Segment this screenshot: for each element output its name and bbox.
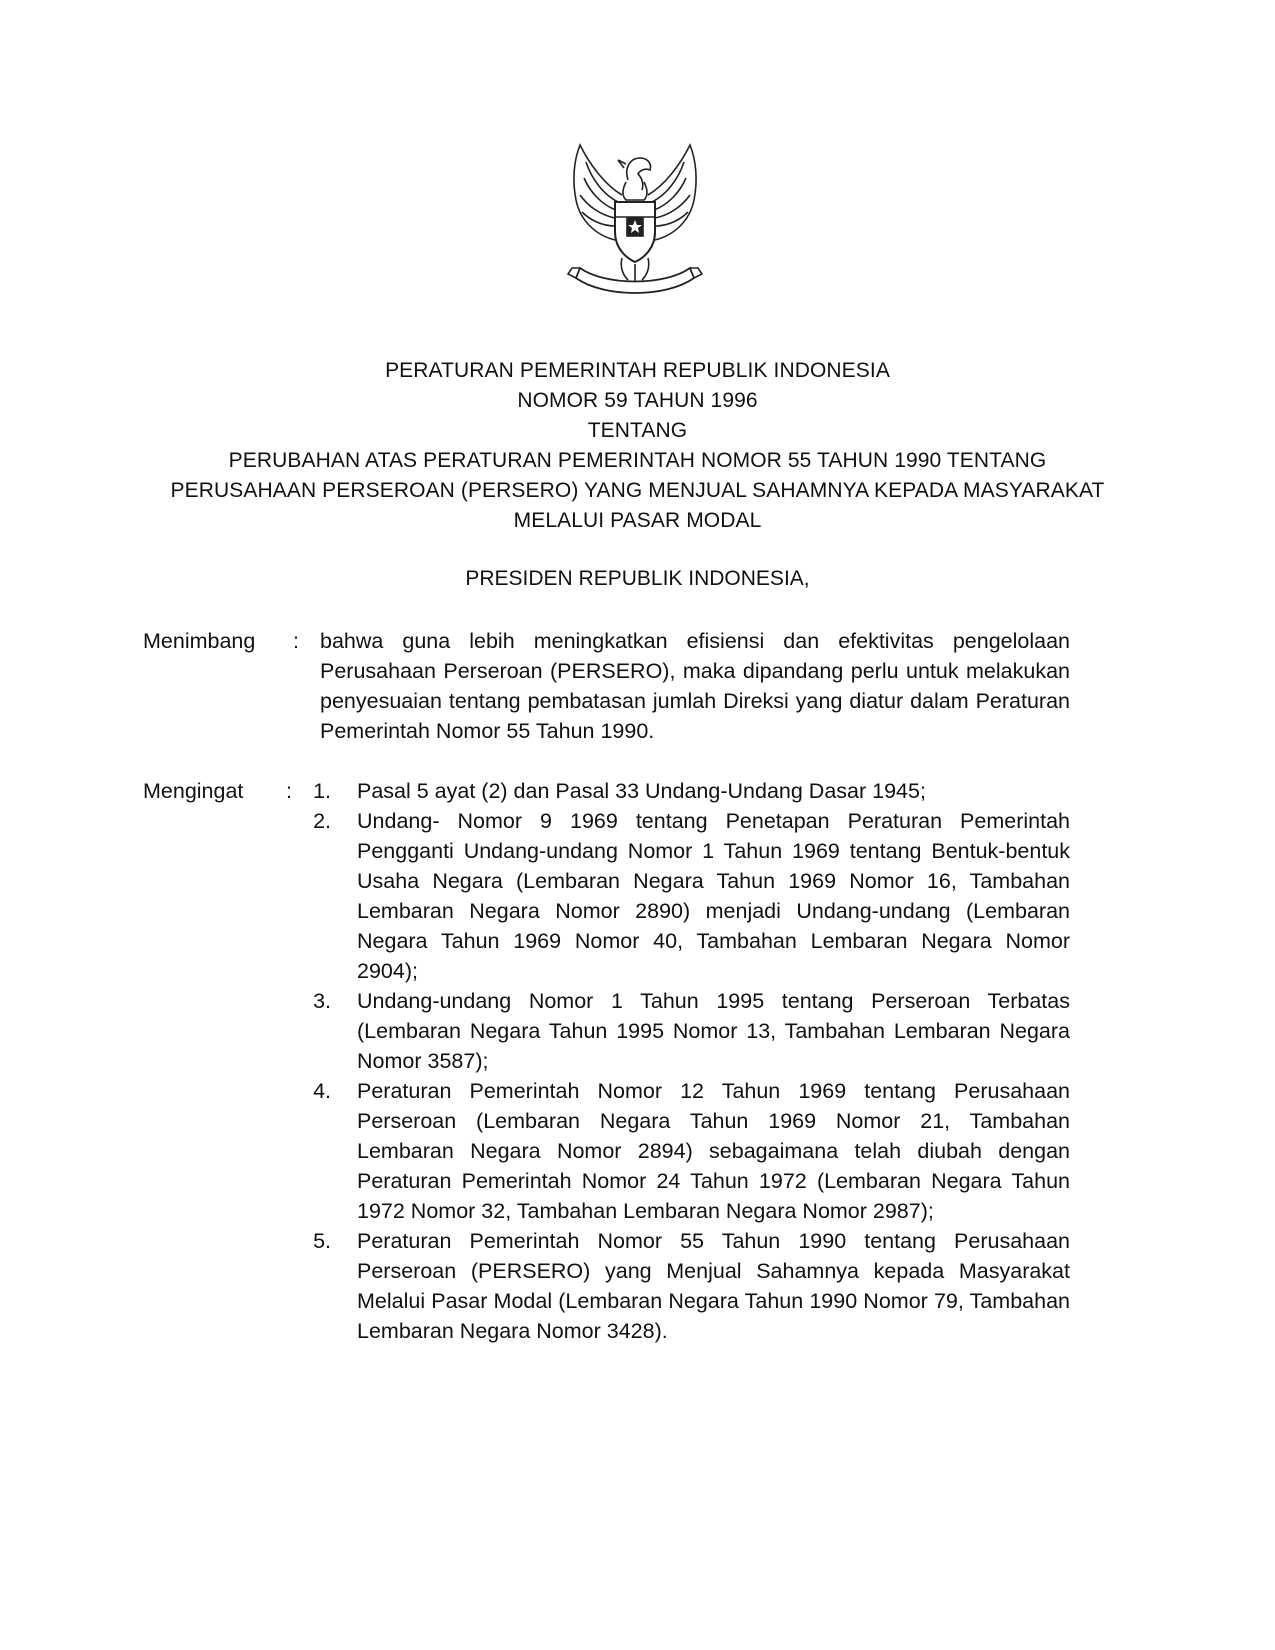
president-heading: PRESIDEN REPUBLIK INDONESIA,: [465, 567, 810, 590]
title-line: NOMOR 59 TAHUN 1996: [517, 389, 758, 412]
title-line: PERUBAHAN ATAS PERATURAN PEMERINTAH NOMOR 55 TAHUN 1990 TENTANG: [228, 449, 1047, 472]
list-item: Undang- Nomor 9 1969 tentang Penetapan Peraturan Pemerintah Pengganti Undang-undang Nomor 1 Tahun 1969 tentang Bentuk-bentuk Usaha Negara (Lembaran Negara Tahun 1969 Nomor 16, Tambahan Lembaran Negara Nomor 2890) menjadi Undang-undang (Lembaran Negara Tahun 1969 Nomor 40, Tambahan Lembaran Negara Nomor 2904);: [357, 809, 1070, 983]
list-item-number: 3.: [313, 989, 331, 1013]
list-item: Peraturan Pemerintah Nomor 12 Tahun 1969 tentang Perusahaan Perseroan (Lembaran Negara Tahun 1969 Nomor 21, Tambahan Lembaran Negara Nomor 2894) sebagaimana telah diubah dengan Peraturan Pemerintah Nomor 24 Tahun 1972 (Lembaran Negara Tahun 1972 Nomor 32, Tambahan Lembaran Negara Nomor 2987);: [357, 1079, 1070, 1223]
garuda-emblem-icon: [560, 140, 710, 305]
document-title-block: [100, 356, 1175, 536]
list-item-number: 1.: [313, 779, 331, 803]
title-line: PERATURAN PEMERINTAH REPUBLIK INDONESIA: [385, 359, 890, 382]
list-item: Pasal 5 ayat (2) dan Pasal 33 Undang-Undang Dasar 1945;: [357, 779, 926, 803]
menimbang-text: bahwa guna lebih meningkatkan efisiensi dan efektivitas pengelolaan Perusahaan Perseroan (PERSERO), maka dipandang perlu untuk melakukan penyesuaian tentang pembatasan jumlah Direksi yang diatur dalam Peraturan Pemerintah Nomor 55 Tahun 1990.: [320, 629, 1070, 743]
title-line: MELALUI PASAR MODAL: [513, 509, 762, 532]
list-item: Peraturan Pemerintah Nomor 55 Tahun 1990 tentang Perusahaan Perseroan (PERSERO) yang Menjual Sahamnya kepada Masyarakat Melalui Pasar Modal (Lembaran Negara Tahun 1990 Nomor 79, Tambahan Lembaran Negara Nomor 3428).: [357, 1229, 1070, 1343]
menimbang-colon: :: [293, 629, 299, 653]
list-item-number: 2.: [313, 809, 331, 833]
mengingat-colon: :: [286, 779, 292, 803]
title-line: TENTANG: [587, 419, 688, 442]
list-item: Undang-undang Nomor 1 Tahun 1995 tentang Perseroan Terbatas (Lembaran Negara Tahun 1995 Nomor 13, Tambahan Lembaran Negara Nomor 3587);: [357, 989, 1070, 1073]
list-item-number: 5.: [313, 1229, 331, 1253]
list-item-number: 4.: [313, 1079, 331, 1103]
mengingat-label: Mengingat: [143, 779, 244, 803]
title-line: PERUSAHAAN PERSEROAN (PERSERO) YANG MENJUAL SAHAMNYA KEPADA MASYARAKAT: [170, 479, 1105, 502]
menimbang-label: Menimbang: [143, 629, 256, 653]
